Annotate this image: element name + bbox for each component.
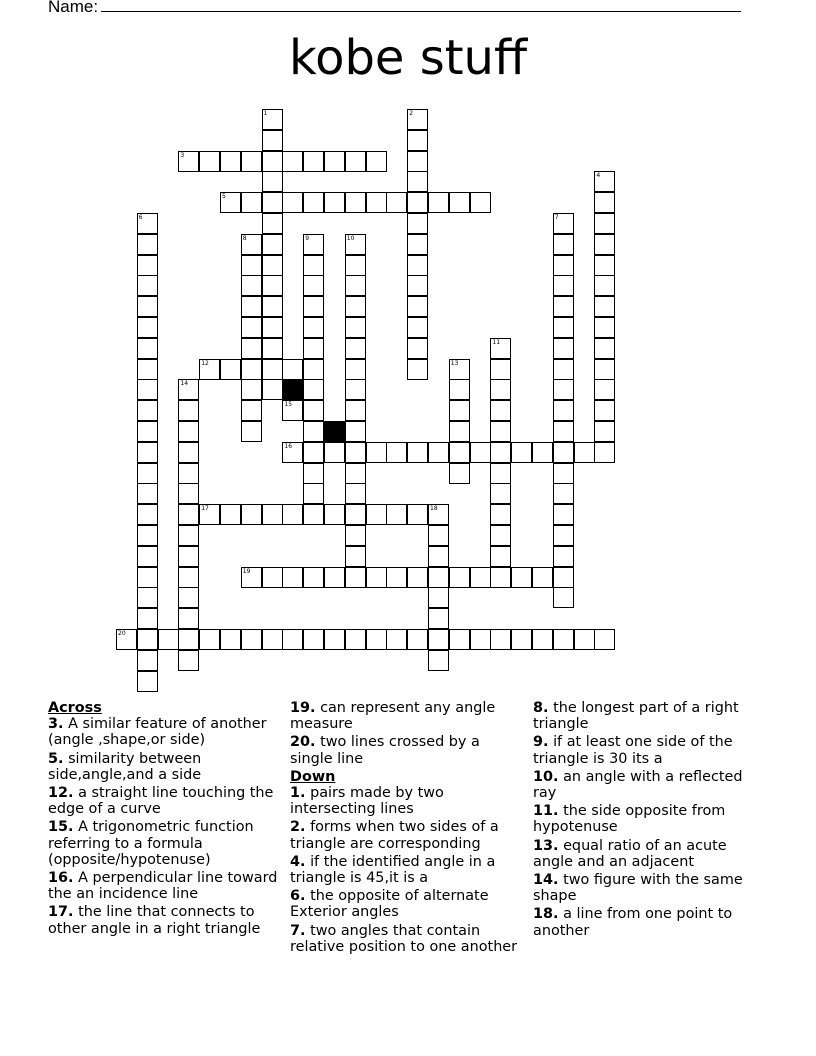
clue-across-19: 19. can represent any angle measure — [290, 700, 496, 733]
grid-cell[interactable] — [282, 192, 303, 213]
grid-cell[interactable] — [553, 421, 574, 442]
grid-cell[interactable] — [594, 379, 615, 400]
grid-cell[interactable] — [345, 400, 366, 421]
grid-cell[interactable] — [137, 400, 158, 421]
grid-cell[interactable] — [345, 421, 366, 442]
grid-cell[interactable] — [262, 379, 283, 400]
clue-down-8: 8. the longest part of a right triangle — [533, 700, 739, 733]
grid-cell[interactable] — [345, 255, 366, 276]
grid-cell[interactable] — [220, 359, 241, 380]
grid-cell[interactable] — [449, 379, 470, 400]
grid-cell[interactable] — [137, 255, 158, 276]
grid-cell[interactable] — [324, 192, 345, 213]
grid-cell[interactable] — [407, 255, 428, 276]
grid-cell[interactable] — [137, 504, 158, 525]
grid-cell[interactable] — [262, 192, 283, 213]
grid-cell[interactable] — [345, 483, 366, 504]
grid-cell[interactable] — [594, 629, 615, 650]
grid-cell[interactable] — [262, 275, 283, 296]
grid-cell[interactable] — [178, 567, 199, 588]
grid-cell[interactable] — [553, 255, 574, 276]
grid-cell[interactable] — [490, 421, 511, 442]
clue-number: 4 — [596, 172, 601, 180]
grid-cell[interactable] — [428, 525, 449, 546]
grid-cell[interactable] — [137, 671, 158, 692]
grid-cell[interactable] — [262, 567, 283, 588]
clue-down-14: 14. two figure with the same shape — [533, 872, 743, 905]
grid-cell[interactable] — [303, 296, 324, 317]
grid-cell[interactable] — [553, 296, 574, 317]
clue-number: 19 — [242, 567, 251, 575]
clue-down-13: 13. equal ratio of an acute angle and an adjacent — [533, 837, 727, 870]
grid-cell[interactable] — [407, 338, 428, 359]
grid-cell[interactable] — [345, 442, 366, 463]
grid-cell[interactable] — [553, 525, 574, 546]
grid-cell[interactable] — [303, 359, 324, 380]
grid-cell[interactable] — [407, 359, 428, 380]
grid-cell[interactable] — [241, 275, 262, 296]
grid-cell[interactable] — [594, 400, 615, 421]
grid-cell[interactable] — [490, 525, 511, 546]
grid-cell[interactable] — [386, 504, 407, 525]
clue-number: 17 — [201, 505, 209, 513]
grid-cell[interactable] — [303, 379, 324, 400]
grid-cell[interactable] — [324, 567, 345, 588]
grid-cell[interactable] — [324, 504, 345, 525]
name-label: Name: — [48, 0, 99, 16]
grid-cell[interactable] — [137, 275, 158, 296]
grid-cell[interactable] — [303, 442, 324, 463]
grid-cell[interactable] — [241, 338, 262, 359]
grid-cell[interactable] — [262, 109, 283, 130]
grid-cell[interactable] — [490, 379, 511, 400]
grid-cell[interactable] — [366, 192, 387, 213]
grid-cell[interactable] — [137, 567, 158, 588]
down-heading: Down — [290, 768, 336, 785]
grid-cell[interactable] — [303, 338, 324, 359]
grid-cell[interactable] — [178, 608, 199, 629]
grid-cell[interactable] — [262, 130, 283, 151]
clue-down-9: 9. if at least one side of the triangle is 30 its a — [533, 734, 733, 767]
grid-cell[interactable] — [345, 296, 366, 317]
clue-number: 15 — [284, 401, 293, 409]
grid-cell[interactable] — [553, 338, 574, 359]
grid-cell[interactable] — [407, 504, 428, 525]
grid-cell[interactable] — [470, 192, 491, 213]
clue-down-7: 7. two angles that contain relative position to one another — [290, 922, 518, 955]
grid-cell[interactable] — [594, 213, 615, 234]
grid-cell[interactable] — [241, 379, 262, 400]
grid-cell[interactable] — [366, 151, 387, 172]
grid-cell[interactable] — [490, 359, 511, 380]
grid-cell[interactable] — [137, 359, 158, 380]
clue-number: 7 — [554, 214, 559, 221]
grid-cell[interactable] — [407, 296, 428, 317]
grid-cell[interactable] — [199, 504, 220, 525]
grid-cell[interactable] — [282, 151, 303, 172]
grid-block — [324, 421, 345, 442]
grid-cell[interactable] — [137, 483, 158, 504]
grid-cell[interactable] — [553, 504, 574, 525]
clue-number: 12 — [201, 359, 209, 367]
grid-cell[interactable] — [345, 379, 366, 400]
grid-cell[interactable] — [407, 234, 428, 255]
grid-cell[interactable] — [241, 359, 262, 380]
grid-cell[interactable] — [345, 192, 366, 213]
grid-cell[interactable] — [594, 192, 615, 213]
grid-cell[interactable] — [553, 359, 574, 380]
grid-cell[interactable] — [449, 421, 470, 442]
grid-cell[interactable] — [220, 504, 241, 525]
grid-cell[interactable] — [345, 338, 366, 359]
grid-cell[interactable] — [449, 629, 470, 650]
clue-across-16: 16. A perpendicular line toward the an incidence line — [48, 870, 278, 903]
grid-cell[interactable] — [137, 213, 158, 234]
grid-cell[interactable] — [241, 567, 262, 588]
clue-number: 5 — [222, 193, 226, 201]
grid-cell[interactable] — [262, 338, 283, 359]
grid-cell[interactable] — [241, 234, 262, 255]
grid-cell[interactable] — [594, 255, 615, 276]
grid-cell[interactable] — [262, 151, 283, 172]
grid-cell[interactable] — [428, 567, 449, 588]
grid-cell[interactable] — [178, 650, 199, 671]
clue-down-10: 10. an angle with a reflected ray — [533, 768, 743, 802]
grid-cell[interactable] — [553, 213, 574, 234]
grid-cell[interactable] — [532, 629, 553, 650]
grid-cell[interactable] — [553, 463, 574, 484]
grid-cell[interactable] — [345, 317, 366, 338]
grid-cell[interactable] — [324, 629, 345, 650]
grid-cell[interactable] — [470, 629, 491, 650]
grid-cell[interactable] — [241, 421, 262, 442]
grid-cell[interactable] — [282, 442, 303, 463]
clue-across-12: 12. a straight line touching the edge of a curve — [48, 785, 274, 818]
grid-cell[interactable] — [490, 483, 511, 504]
grid-cell[interactable] — [220, 192, 241, 213]
grid-cell[interactable] — [594, 338, 615, 359]
grid-cell[interactable] — [241, 151, 262, 172]
clues-column-2 — [290, 700, 522, 957]
grid-cell[interactable] — [303, 255, 324, 276]
page-title: kobe stuff — [288, 30, 528, 86]
grid-cell[interactable] — [470, 567, 491, 588]
grid-cell[interactable] — [137, 234, 158, 255]
grid-cell[interactable] — [303, 192, 324, 213]
grid-cell[interactable] — [178, 379, 199, 400]
grid-cell[interactable] — [594, 317, 615, 338]
grid-cell[interactable] — [303, 151, 324, 172]
grid-cell[interactable] — [553, 567, 574, 588]
grid-cell[interactable] — [449, 463, 470, 484]
grid-cell[interactable] — [490, 400, 511, 421]
grid-cell[interactable] — [262, 296, 283, 317]
grid-cell[interactable] — [241, 629, 262, 650]
grid-cell[interactable] — [282, 400, 303, 421]
grid-cell[interactable] — [303, 483, 324, 504]
clue-across-15: 15. A trigonometric function referring to a formula (opposite/hypotenuse) — [48, 819, 254, 868]
grid-cell[interactable] — [553, 629, 574, 650]
grid-cell[interactable] — [178, 587, 199, 608]
grid-cell[interactable] — [241, 400, 262, 421]
grid-cell[interactable] — [158, 629, 179, 650]
grid-cell[interactable] — [407, 130, 428, 151]
grid-cell[interactable] — [407, 629, 428, 650]
grid-cell[interactable] — [386, 442, 407, 463]
clue-across-20: 20. two lines crossed by a single line — [290, 734, 480, 767]
grid-cell[interactable] — [449, 442, 470, 463]
clue-number: 14 — [180, 380, 189, 388]
grid-cell[interactable] — [262, 255, 283, 276]
grid-cell[interactable] — [137, 608, 158, 629]
grid-cell[interactable] — [428, 608, 449, 629]
grid-cell[interactable] — [178, 421, 199, 442]
clue-down-18: 18. a line from one point to another — [533, 906, 733, 939]
clue-number: 20 — [118, 630, 126, 637]
grid-cell[interactable] — [262, 234, 283, 255]
grid-cell[interactable] — [366, 504, 387, 525]
grid-cell[interactable] — [490, 442, 511, 463]
grid-cell[interactable] — [594, 234, 615, 255]
grid-cell[interactable] — [553, 234, 574, 255]
grid-cell[interactable] — [282, 567, 303, 588]
grid-cell[interactable] — [532, 442, 553, 463]
grid-cell[interactable] — [137, 546, 158, 567]
grid-cell[interactable] — [490, 463, 511, 484]
clue-down-6: 6. the opposite of alternate Exterior angles — [290, 888, 489, 921]
grid-cell[interactable] — [241, 296, 262, 317]
clues-column-3 — [533, 700, 765, 941]
grid-cell[interactable] — [386, 192, 407, 213]
grid-cell[interactable] — [407, 442, 428, 463]
clue-number: 16 — [284, 442, 293, 450]
grid-cell[interactable] — [137, 463, 158, 484]
grid-cell[interactable] — [282, 359, 303, 380]
grid-cell[interactable] — [428, 546, 449, 567]
grid-cell[interactable] — [137, 587, 158, 608]
grid-cell[interactable] — [262, 359, 283, 380]
grid-cell[interactable] — [199, 359, 220, 380]
grid-cell[interactable] — [282, 629, 303, 650]
clue-number: 3 — [180, 151, 185, 159]
grid-cell[interactable] — [532, 567, 553, 588]
grid-cell[interactable] — [511, 629, 532, 650]
clue-number: 11 — [492, 338, 501, 346]
grid-cell[interactable] — [303, 234, 324, 255]
grid-cell[interactable] — [178, 525, 199, 546]
clue-across-3: 3. A similar feature of another (angle ,shape,or side) — [48, 716, 267, 749]
grid-cell[interactable] — [553, 546, 574, 567]
clue-number: 13 — [450, 359, 459, 367]
grid-cell[interactable] — [407, 213, 428, 234]
grid-cell[interactable] — [490, 629, 511, 650]
grid-cell[interactable] — [241, 255, 262, 276]
clue-number: 10 — [346, 234, 355, 242]
clue-down-2: 2. forms when two sides of a triangle are corresponding — [290, 819, 499, 852]
grid-cell[interactable] — [490, 338, 511, 359]
grid-cell[interactable] — [178, 442, 199, 463]
grid-cell[interactable] — [137, 379, 158, 400]
clue-number: 6 — [138, 214, 143, 221]
grid-cell[interactable] — [428, 442, 449, 463]
grid-cell[interactable] — [345, 463, 366, 484]
grid-cell[interactable] — [553, 317, 574, 338]
grid-cell[interactable] — [262, 213, 283, 234]
clue-number: 1 — [263, 110, 268, 117]
grid-cell[interactable] — [407, 317, 428, 338]
grid-cell[interactable] — [574, 629, 595, 650]
grid-cell[interactable] — [345, 151, 366, 172]
grid-cell[interactable] — [178, 400, 199, 421]
grid-cell[interactable] — [594, 421, 615, 442]
grid-cell[interactable] — [282, 504, 303, 525]
grid-cell[interactable] — [345, 359, 366, 380]
grid-cell[interactable] — [345, 234, 366, 255]
clue-across-17: 17. the line that connects to other angle in a right triangle — [48, 904, 261, 937]
grid-cell[interactable] — [303, 629, 324, 650]
grid-cell[interactable] — [137, 421, 158, 442]
grid-cell[interactable] — [553, 483, 574, 504]
grid-cell[interactable] — [137, 338, 158, 359]
grid-cell[interactable] — [345, 629, 366, 650]
grid-cell[interactable] — [449, 192, 470, 213]
grid-cell[interactable] — [407, 275, 428, 296]
grid-cell[interactable] — [574, 442, 595, 463]
clue-number: 2 — [409, 110, 414, 117]
grid-cell[interactable] — [241, 317, 262, 338]
grid-cell[interactable] — [553, 275, 574, 296]
grid-cell[interactable] — [178, 463, 199, 484]
grid-cell[interactable] — [594, 171, 615, 192]
grid-cell[interactable] — [449, 400, 470, 421]
grid-cell[interactable] — [303, 421, 324, 442]
grid-cell[interactable] — [137, 442, 158, 463]
grid-cell[interactable] — [345, 275, 366, 296]
grid-cell[interactable] — [178, 483, 199, 504]
grid-cell[interactable] — [366, 567, 387, 588]
grid-cell[interactable] — [137, 650, 158, 671]
clue-number: 8 — [242, 234, 247, 242]
clue-down-11: 11. the side opposite from hypotenuse — [533, 803, 726, 836]
grid-cell[interactable] — [137, 629, 158, 650]
grid-cell[interactable] — [470, 442, 491, 463]
grid-cell[interactable] — [407, 567, 428, 588]
grid-cell[interactable] — [386, 629, 407, 650]
grid-cell[interactable] — [137, 525, 158, 546]
grid-cell[interactable] — [262, 317, 283, 338]
grid-cell[interactable] — [262, 504, 283, 525]
grid-cell[interactable] — [116, 629, 137, 650]
grid-cell[interactable] — [428, 192, 449, 213]
grid-cell[interactable] — [303, 317, 324, 338]
grid-cell[interactable] — [553, 379, 574, 400]
grid-cell[interactable] — [428, 650, 449, 671]
grid-cell[interactable] — [490, 567, 511, 588]
clues-column-1 — [48, 700, 280, 939]
grid-cell[interactable] — [407, 171, 428, 192]
across-heading: Across — [48, 700, 102, 716]
grid-cell[interactable] — [303, 463, 324, 484]
grid-cell[interactable] — [553, 442, 574, 463]
grid-cell[interactable] — [199, 629, 220, 650]
grid-cell[interactable] — [199, 151, 220, 172]
grid-cell[interactable] — [407, 151, 428, 172]
grid-cell[interactable] — [345, 546, 366, 567]
grid-cell[interactable] — [220, 629, 241, 650]
grid-cell[interactable] — [490, 546, 511, 567]
grid-cell[interactable] — [449, 567, 470, 588]
grid-cell[interactable] — [366, 629, 387, 650]
grid-cell[interactable] — [594, 359, 615, 380]
grid-block — [282, 379, 303, 400]
grid-cell[interactable] — [303, 275, 324, 296]
grid-cell[interactable] — [490, 504, 511, 525]
grid-cell[interactable] — [178, 546, 199, 567]
clue-number: 18 — [430, 505, 438, 513]
grid-cell[interactable] — [303, 567, 324, 588]
grid-cell[interactable] — [262, 629, 283, 650]
clue-number: 9 — [305, 234, 310, 242]
grid-cell[interactable] — [303, 504, 324, 525]
grid-cell[interactable] — [324, 151, 345, 172]
grid-cell[interactable] — [345, 504, 366, 525]
grid-cell[interactable] — [511, 567, 532, 588]
grid-cell[interactable] — [428, 587, 449, 608]
grid-cell[interactable] — [594, 442, 615, 463]
grid-cell[interactable] — [594, 296, 615, 317]
grid-cell[interactable] — [137, 296, 158, 317]
grid-cell[interactable] — [407, 109, 428, 130]
grid-cell[interactable] — [428, 629, 449, 650]
grid-cell[interactable] — [449, 359, 470, 380]
grid-cell[interactable] — [137, 317, 158, 338]
grid-cell[interactable] — [324, 442, 345, 463]
grid-cell[interactable] — [366, 442, 387, 463]
grid-cell[interactable] — [220, 151, 241, 172]
grid-cell[interactable] — [386, 567, 407, 588]
grid-cell[interactable] — [178, 629, 199, 650]
grid-cell[interactable] — [594, 275, 615, 296]
grid-cell[interactable] — [428, 504, 449, 525]
grid-cell[interactable] — [262, 171, 283, 192]
clue-across-5: 5. similarity between side,angle,and a side — [48, 750, 202, 783]
grid-cell[interactable] — [178, 151, 199, 172]
grid-cell[interactable] — [345, 567, 366, 588]
clue-down-4: 4. if the identified angle in a triangle is 45,it is a — [290, 853, 496, 887]
grid-cell[interactable] — [303, 400, 324, 421]
grid-cell[interactable] — [553, 400, 574, 421]
grid-cell[interactable] — [241, 192, 262, 213]
clue-down-1: 1. pairs made by two intersecting lines — [290, 785, 444, 818]
grid-cell[interactable] — [345, 525, 366, 546]
grid-cell[interactable] — [241, 504, 262, 525]
grid-cell[interactable] — [553, 587, 574, 608]
grid-cell[interactable] — [511, 442, 532, 463]
grid-cell[interactable] — [407, 192, 428, 213]
grid-cell[interactable] — [178, 504, 199, 525]
